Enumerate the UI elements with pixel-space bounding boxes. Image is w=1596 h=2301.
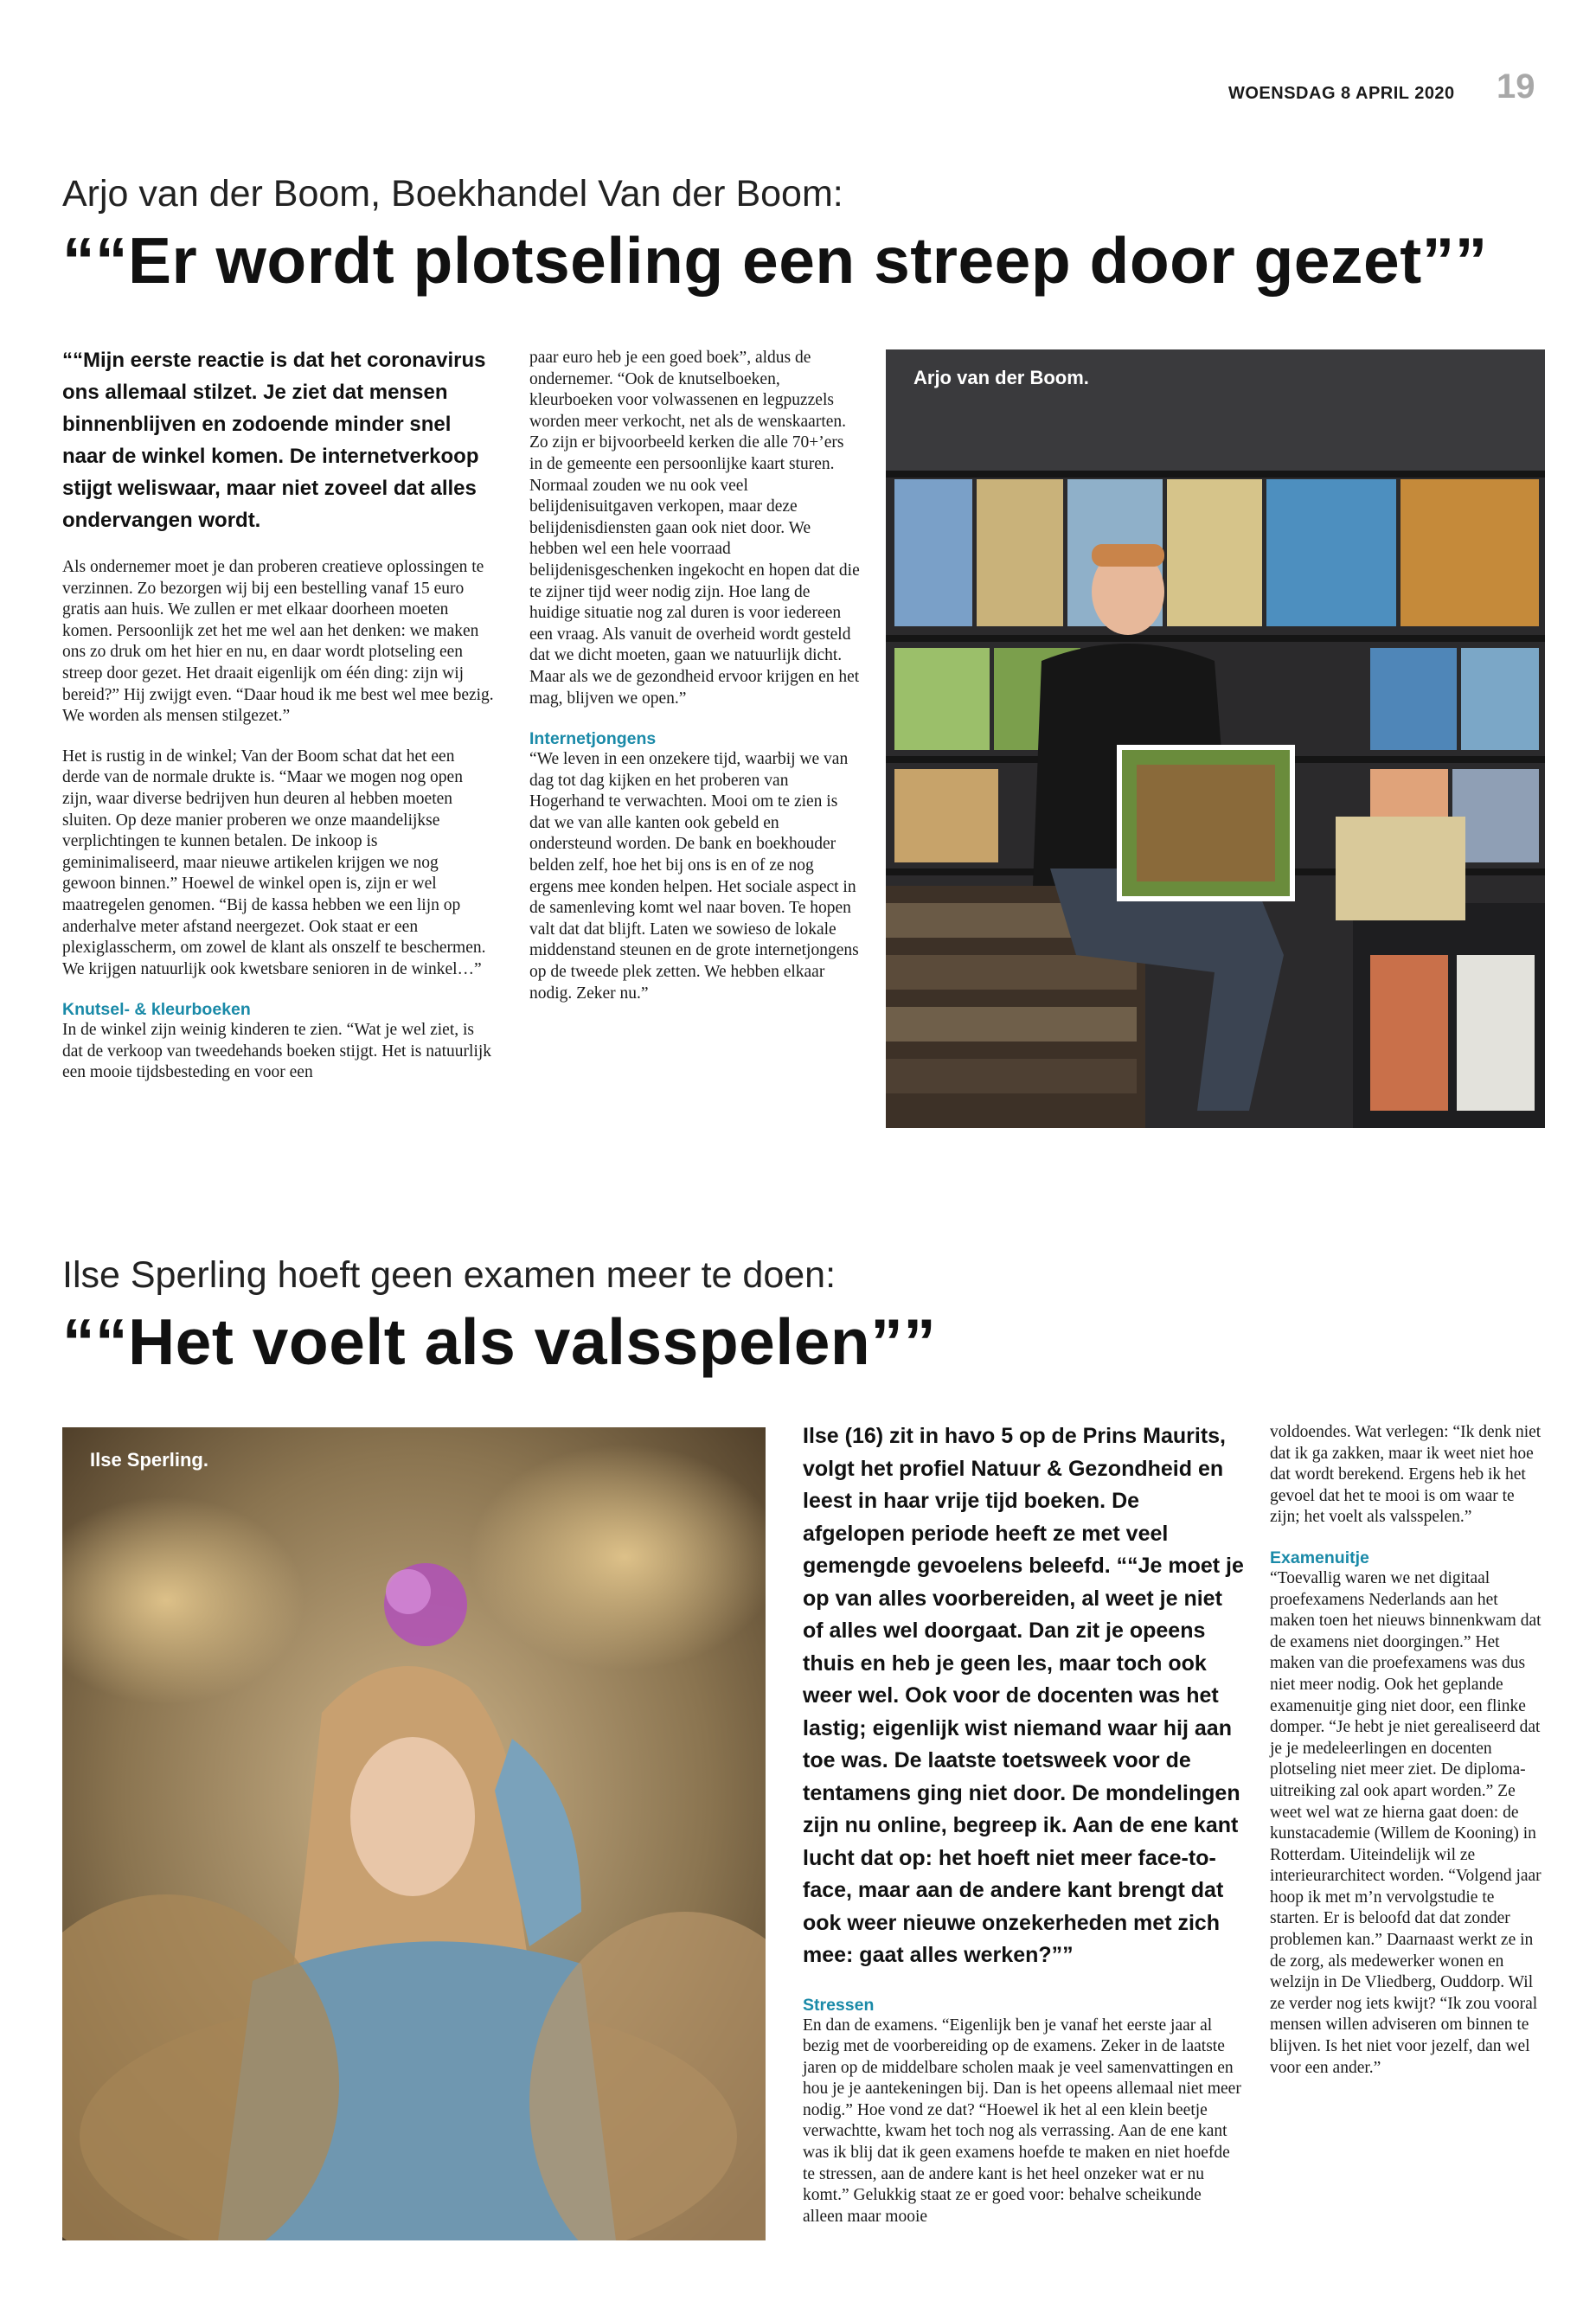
article2-subhead-stressen: Stressen <box>803 1995 875 2015</box>
publication-date: WOENSDAG 8 APRIL 2020 <box>1228 84 1455 103</box>
photo-caption: Arjo van der Boom. <box>913 367 1089 388</box>
article1-subhead-knutsel: Knutsel- & kleurboeken <box>62 1000 251 1020</box>
article2-paragraph: voldoendes. Wat verlegen: “Ik denk niet dat ik ga zakken, maar ik weet niet hoe dat wordt berekend. Ergens heb ik het gevoel dat het te mooi is om waar te zijn; het voelt als valsspelen.” <box>1270 1423 1542 1527</box>
bookshop-photo-illustration <box>886 349 1545 1128</box>
article2-headline: ““Het voelt als valsspelen”” <box>62 1305 937 1378</box>
article1-lead: ““Mijn eerste reactie is dat het coronavirus ons allemaal stilzet. Je ziet dat mensen binnenblijven en zodoende minder snel naar de winkel komen. De internetverkoop stijgt weliswaar, maar niet zoveel dat alles ondervangen wordt. <box>62 349 486 532</box>
article1-paragraph: paar euro heb je een goed boek”, aldus de ondernemer. “Ook de knutselboeken, kleurboeken voor volwassenen en legpuzzels worden meer verkocht, net als de wenskaarten. Zo zijn er bijvoorbeeld kerken die alle 70+’ers in de gemeente een persoonlijke kaart sturen. Normaal zouden we nu ook veel belijdenisuitgaven verkopen, maar deze belijdenisdiensten gaan ook niet door. We hebben wel een hele voorraad belijdenisgeschenken ingekocht en hopen dat die te zijner tijd weer nodig zijn. Hoe lang de huidige situatie nog zal duren is voor iedereen een vraag. Als vanuit de overheid wordt gesteld dat we dicht moeten, gaan we natuurlijk dicht. Maar als we de gezondheid ervoor krijgen en het mag, blijven we open.” <box>529 349 860 708</box>
student-photo-illustration <box>62 1427 766 2240</box>
photo-student <box>62 1427 766 2240</box>
article1-paragraph: Als ondernemer moet je dan proberen creatieve oplossingen te verzinnen. Zo bezorgen wij bij een bestelling vanaf 15 euro gratis aan huis. We zullen er met elkaar doorheen moeten komen. Persoonlijk zet het me wel aan het denken: we maken ons zo druk om het hier en nu, en daar wordt plotseling een streep door gezet. Het draait eigenlijk om één ding: zijn wij bereid?” Hij zwijgt even. “Daar houd ik me best wel mee bezig. We worden als mensen stilgezet.” <box>62 558 494 726</box>
article1-column-2 <box>529 348 860 1023</box>
article2-paragraph: En dan de examens. “Eigenlijk ben je vanaf het eerste jaar al bezig met de voorbereiding op de examens. Zeker in de laatste jaren op de middelbare scholen maak je veel samenvattingen en hou je je aantekeningen bij. Dan is het opeens allemaal niet meer nodig.” Hoe vond ze dat? “Hoewel ik het al een klein beetje verwachtte, kwam het toch nog als verrassing. Aan de ene kant was ik blij dat ik geen examens hoefde te maken en niet hoefde te stressen, aan de andere kant is het heel onzeker wat er nu komt.” Gelukkig staat ze er goed voor: behalve scheikunde alleen maar mooie <box>803 2016 1241 2226</box>
photo-caption: Ilse Sperling. <box>90 1449 208 1471</box>
article1-paragraph: “We leven in een onzekere tijd, waarbij we van dag tot dag kijken en het proberen van Hogerhand te verwachten. Mooi om te zien is dat we van alle kanten ook gebeld en ondersteund worden. De bank en boekhouder belden zelf, hoe het bij ons is en of ze nog ergens mee konden helpen. Het sociale aspect in de samenleving komt wel naar boven. Te hopen valt dat dat blijft. Laten we sowieso de lokale middenstand steunen en de grote internetjongens op de tweede plek zetten. We hebben elkaar nodig. Zeker nu.” <box>529 750 859 1003</box>
article2-column-3 <box>1270 1422 1545 2098</box>
photo-bookshop-owner <box>886 349 1545 1128</box>
article1-paragraph: Het is rustig in de winkel; Van der Boom schat dat het een derde van de normale drukte is. “Maar we mogen nog open zijn, waar diverse bedrijven hun deuren al hebben moeten sluiten. Op deze manier proberen we onze maandelijkse verplichtingen te kunnen betalen. De inkoop is geminimaliseerd, maar nieuwe artikelen krijgen we nog gewoon binnen.” Hoewel de winkel open is, zijn er wel maatregelen genomen. “Bij de kassa hebben we een lijn op anderhalve meter afstand neergezet. Ook staat er een plexiglasscherm, om zowel de klant als onszelf te beschermen. We krijgen natuurlijk ook kwetsbare senioren in de winkel…” <box>62 747 486 978</box>
article1-kicker: Arjo van der Boom, Boekhandel Van der Boom: <box>62 173 843 215</box>
article2-subhead-examenuitje: Examenuitje <box>1270 1548 1369 1567</box>
article2-paragraph: “Toevallig waren we net digitaal proefexamens Nederlands aan het maken toen het nieuws binnenkwam dat de examens niet doorgingen.” Het maken van die proefexamens was dus niet meer nodig. Ook het geplande examenuitje ging niet door, een flinke domper. “Je hebt je niet gerealiseerd dat je je medeleerlingen en docenten plotseling niet meer ziet. De diploma-uitreiking zal ook apart worden.” Ze weet wel wat ze hierna gaat doen: de kunstacademie (Willem de Kooning) in Rotterdam. Uiteindelijk wil ze interieurarchitect worden. “Volgend jaar hoop ik met m’n vervolgstudie te starten. Er is beloofd dat dat zonder problemen kan.” Daarnaast werkt ze in de zorg, als medewerker wonen en welzijn in De Vliedberg, Ouddorp. Wil ze verder nog iets kwijt? “Ik zou vooral mensen willen adviseren om binnen te blijven. Is het niet voor jezelf, dan wel voor een ander.” <box>1270 1568 1542 2077</box>
article1-headline: ““Er wordt plotseling een streep door gezet”” <box>62 224 1488 297</box>
article2-column-2 <box>803 1420 1244 2247</box>
article1-column-1 <box>62 344 495 1103</box>
article2-kicker: Ilse Sperling hoeft geen examen meer te doen: <box>62 1254 836 1296</box>
article2-lead: Ilse (16) zit in havo 5 op de Prins Maurits, volgt het profiel Natuur & Gezondheid en leest in haar vrije tijd boeken. De afgelopen periode heeft ze met veel gemengde gevoelens beleefd. ““Je moet je op van alles voorbereiden, al weet je niet of alles wel doorgaat. Dan zit je opeens thuis en heb je geen les, maar toch ook weer wel. Ook voor de docenten was het lastig; eigenlijk wist niemand waar hij aan toe was. De laatste toetsweek voor de tentamens ging niet door. De mondelingen zijn nu online, begreep ik. Aan de ene kant lucht dat op: het hoeft niet meer face-to-face, maar aan de andere kant brengt dat ook weer nieuwe onzekerheden met zich mee: gaat alles werken?”” <box>803 1424 1244 1967</box>
article1-subhead-internetjongens: Internetjongens <box>529 729 657 749</box>
page-number: 19 <box>1497 67 1535 106</box>
article1-paragraph: In de winkel zijn weinig kinderen te zien. “Wat je wel ziet, is dat de verkoop van tweedehands boeken stijgt. Het is natuurlijk een mooie tijdsbesteding en voor een <box>62 1021 492 1082</box>
